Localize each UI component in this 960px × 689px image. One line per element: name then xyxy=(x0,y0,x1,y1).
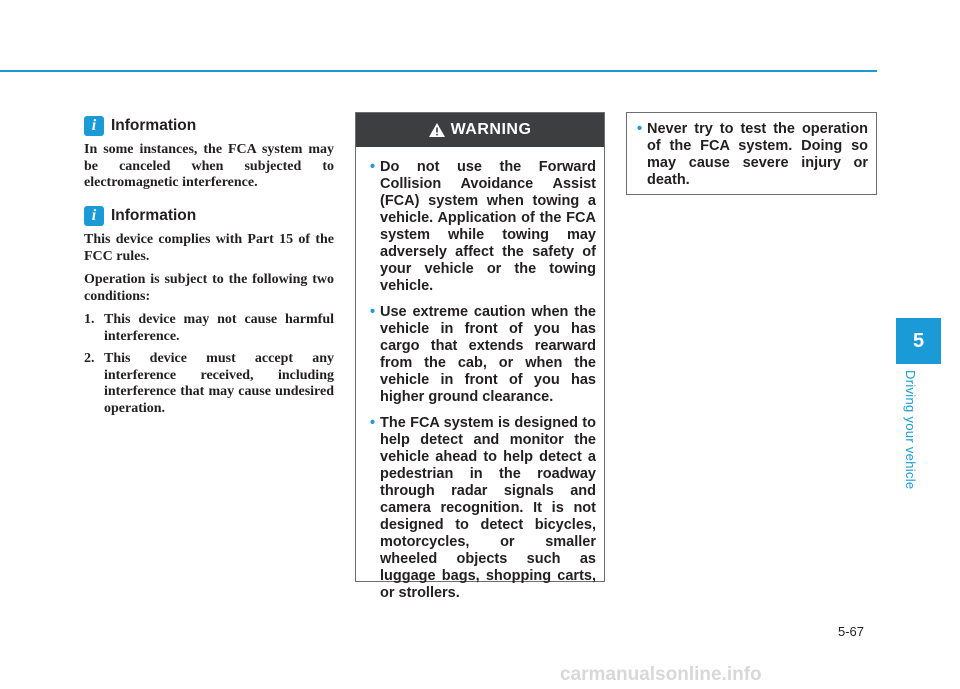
page-number: 5-67 xyxy=(838,624,865,639)
warning-title: WARNING xyxy=(450,121,532,138)
info-heading xyxy=(84,116,334,136)
warning-header xyxy=(356,113,604,147)
note-text: Never try to test the operation of the FCA system. Doing so may cause severe injury or death. xyxy=(647,121,868,188)
list-item xyxy=(84,312,334,345)
info-body: In some instances, the FCA system may be canceled when subjected to electromagnetic interference. xyxy=(84,142,334,190)
list-text: This device may not cause harmful interference. xyxy=(104,312,334,344)
warning-box xyxy=(355,112,605,601)
chapter-number: 5 xyxy=(912,329,925,352)
warning-text: The FCA system is designed to help detect and monitor the vehicle ahead to help detect a pedestrian in the roadway through radar signals and camera recognition. It is not designed to detect bicycles, motorcycles, or smaller wheeled objects such as luggage bags, shopping carts, or strollers. xyxy=(380,415,596,601)
list-number: 2. xyxy=(84,351,95,366)
list-item xyxy=(370,304,596,406)
list-item xyxy=(84,351,334,417)
warning-text: Do not use the Forward Collision Avoidance Assist (FCA) system when towing a vehicle. Application of the FCA system while towing may adversely affect the safety of your vehicle or the towing vehicle. xyxy=(380,159,596,294)
warning-list xyxy=(356,147,604,602)
chapter-label xyxy=(903,370,933,500)
bullet-icon: • xyxy=(370,415,376,431)
info-paragraph: Operation is subject to the following two conditions: xyxy=(84,272,334,304)
chapter-tab[interactable] xyxy=(896,318,941,364)
list-item xyxy=(637,121,868,189)
info-heading xyxy=(84,206,334,226)
list-text: This device must accept any interference received, including interference that may cause undesired operation. xyxy=(104,351,334,416)
header-rule xyxy=(0,70,877,72)
list-item xyxy=(370,159,596,295)
info-icon: i xyxy=(84,116,104,136)
bullet-icon: • xyxy=(637,121,643,137)
warning-triangle-icon xyxy=(429,123,445,137)
info-title: Information xyxy=(111,207,197,224)
bullet-icon: • xyxy=(370,304,376,320)
info-title: Information xyxy=(111,117,197,134)
info-paragraph: This device complies with Part 15 of the FCC rules. xyxy=(84,232,334,264)
warning-text: Use extreme caution when the vehicle in front of you has cargo that extends rearward from the cab, or when the vehicle in front of you has higher ground clearance. xyxy=(380,304,596,405)
bullet-icon: • xyxy=(370,159,376,175)
chapter-label-text: Driving your vehicle xyxy=(903,370,918,490)
info-icon: i xyxy=(84,206,104,226)
watermark: carmanualsonline.info xyxy=(560,664,762,685)
note-box xyxy=(626,112,877,195)
list-number: 1. xyxy=(84,312,95,327)
info-block-1 xyxy=(84,116,334,199)
list-item xyxy=(370,415,596,602)
info-block-2 xyxy=(84,206,334,423)
